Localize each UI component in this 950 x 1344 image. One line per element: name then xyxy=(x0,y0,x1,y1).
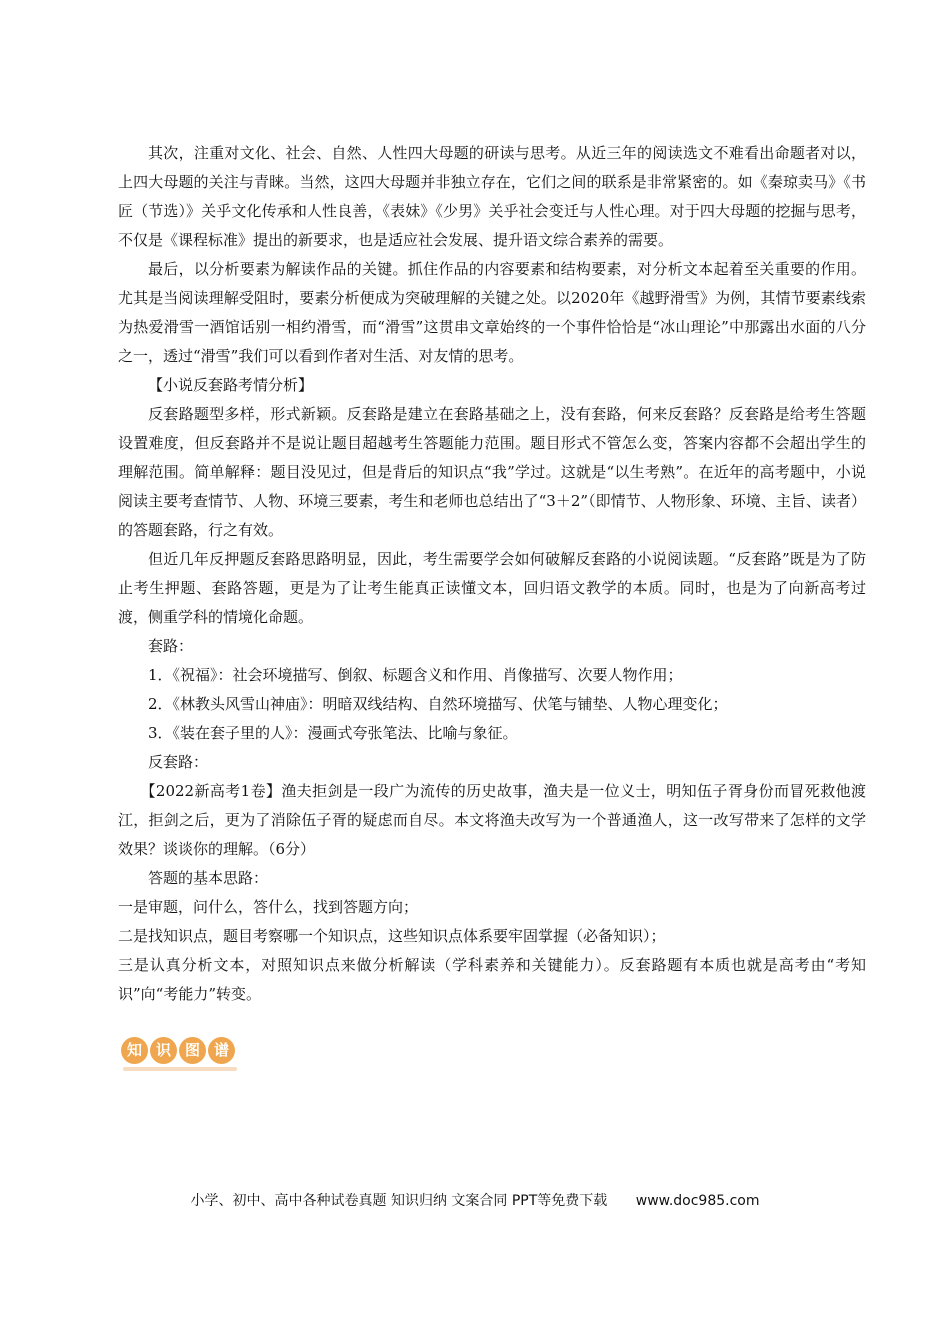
list-item: 1．《祝福》：社会环境描写、倒叙、标题含义和作用、肖像描写、次要人物作用； xyxy=(148,666,683,684)
paragraph: 答题的基本思路： xyxy=(148,869,269,887)
badge-underline xyxy=(123,1067,237,1071)
list-heading: 套路： xyxy=(148,637,194,655)
list-heading: 反套路： xyxy=(148,753,209,771)
badge-char: 知 xyxy=(121,1037,148,1064)
footer-url[interactable]: www.doc985.com xyxy=(635,1193,760,1209)
page-footer xyxy=(0,1190,950,1210)
footer-text: 小学、初中、高中各种试卷真题 知识归纳 文案合同 PPT等免费下载 xyxy=(190,1193,608,1209)
section-heading: 【小说反套路考情分析】 xyxy=(148,376,314,394)
badge-char: 谱 xyxy=(208,1037,235,1064)
paragraph: 一是审题，问什么，答什么，找到答题方向； xyxy=(118,898,419,916)
list-item: 2．《林教头风雪山神庙》：明暗双线结构、自然环境描写、伏笔与铺垫、人物心理变化； xyxy=(148,695,728,713)
badge-char: 图 xyxy=(179,1037,206,1064)
article-body xyxy=(118,139,866,1009)
paragraph: 其次，注重对文化、社会、自然、人性四大母题的研读与思考。从近三年的阅读选文不难看出命题者对以，上四大母题的关注与青睐。当然，这四大母题并非独立存在，它们之间的联系是非常紧密的。如《秦琼卖马》《书匠（节选）》关乎文化传承和人性良善，《表妹》《少男》关乎社会变迁与人性心理。对于四大母题的挖掘与思考，不仅是《课程标准》提出的新要求，也是适应社会发展、提升语文综合素养的需要。 xyxy=(118,144,866,249)
paragraph: 反套路题型多样，形式新颖。反套路是建立在套路基础之上，没有套路，何来反套路？反套路是给考生答题设置难度，但反套路并不是说让题目超越考生答题能力范围。题目形式不管怎么变，答案内容都不会超出学生的理解范围。简单解释：题目没见过，但是背后的知识点“我”学过。这就是“以生考熟”。在近年的高考题中，小说阅读主要考查情节、人物、环境三要素，考生和老师也总结出了“3＋2”（即情节、人物形象、环境、主旨、读者）的答题套路，行之有效。 xyxy=(118,405,866,539)
paragraph: 但近几年反押题反套路思路明显，因此，考生需要学会如何破解反套路的小说阅读题。“反套路”既是为了防止考生押题、套路答题，更是为了让考生能真正读懂文本，回归语文教学的本质。同时，也是为了向新高考过渡，侧重学科的情境化命题。 xyxy=(118,550,866,626)
paragraph: 三是认真分析文本，对照知识点来做分析解读（学科素养和关键能力）。反套路题有本质也就是高考由“考知识”向“考能力”转变。 xyxy=(118,956,866,1003)
paragraph: 二是找知识点，题目考察哪一个知识点，这些知识点体系要牢固掌握（必备知识）； xyxy=(118,927,666,945)
badge-char: 识 xyxy=(150,1037,177,1064)
exam-question: 【2022新高考1卷】渔夫拒剑是一段广为流传的历史故事，渔夫是一位义士，明知伍子胥身份而冒死救他渡江，拒剑之后，更为了消除伍子胥的疑虑而自尽。本文将渔夫改写为一个普通渔人，这一改写带来了怎样的文学效果？谈谈你的理解。（6分） xyxy=(118,782,866,858)
list-item: 3．《装在套子里的人》：漫画式夸张笔法、比喻与象征。 xyxy=(148,724,518,742)
paragraph: 最后，以分析要素为解读作品的关键。抓住作品的内容要素和结构要素，对分析文本起着至关重要的作用。尤其是当阅读理解受阻时，要素分析便成为突破理解的关键之处。以2020年《越野滑雪》为例，其情节要素线索为热爱滑雪一酒馆话别一相约滑雪，而“滑雪”这贯串文章始终的一个事件恰恰是“冰山理论”中那露出水面的八分之一，透过“滑雪”我们可以看到作者对生活、对友情的思考。 xyxy=(118,260,866,365)
knowledge-map-badge xyxy=(121,1035,239,1073)
